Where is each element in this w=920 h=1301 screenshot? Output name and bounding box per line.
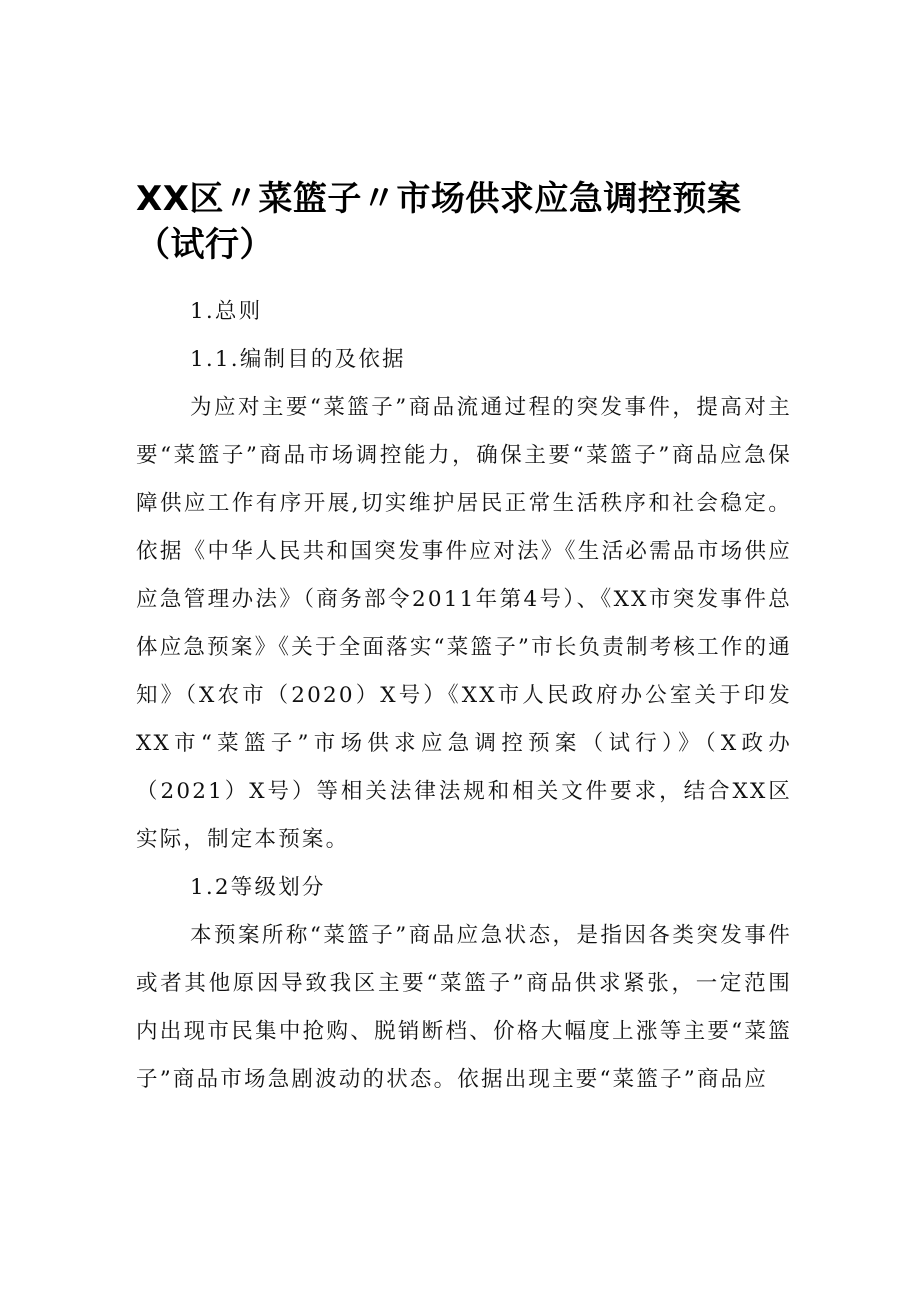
document-title: XX区〃菜篮子〃市场供求应急调控预案（试行） xyxy=(136,179,742,265)
section-heading-level-division: 1.2等级划分 xyxy=(190,875,326,900)
section-heading-general: 1.总则 xyxy=(190,299,263,324)
paragraph-purpose-basis: 为应对主要“菜篮子”商品流通过程的突发事件，提高对主要“菜篮子”商品市场调控能力，确保主要“菜篮子”商品应急保障供应工作有序开展,切实维护居民正常生活秩序和社会稳定。依据《中华人民共和国突发事件应对法》《生活必需品市场供应应急管理办法》（商务部令2011年第4号）、《XX市突发事件总体应急预案》《关于全面落实“菜篮子”市长负责制考核工作的通知》（X农市（2020）X号）《XX市人民政府办公室关于印发XX市“菜篮子”市场供求应急调控预案（试行）》（X政办（2021）X号）等相关法律法规和相关文件要求，结合XX区实际，制定本预案。 xyxy=(136,395,792,852)
paragraph-level-division: 本预案所称“菜篮子”商品应急状态，是指因各类突发事件或者其他原因导致我区主要“菜篮子”商品供求紧张，一定范围内出现市民集中抢购、脱销断档、价格大幅度上涨等主要“菜篮子”商品市场急剧波动的状态。依据出现主要“菜篮子”商品应 xyxy=(136,923,792,1092)
section-heading-purpose-basis: 1.1.编制目的及依据 xyxy=(190,347,406,372)
document-body xyxy=(136,288,792,1104)
